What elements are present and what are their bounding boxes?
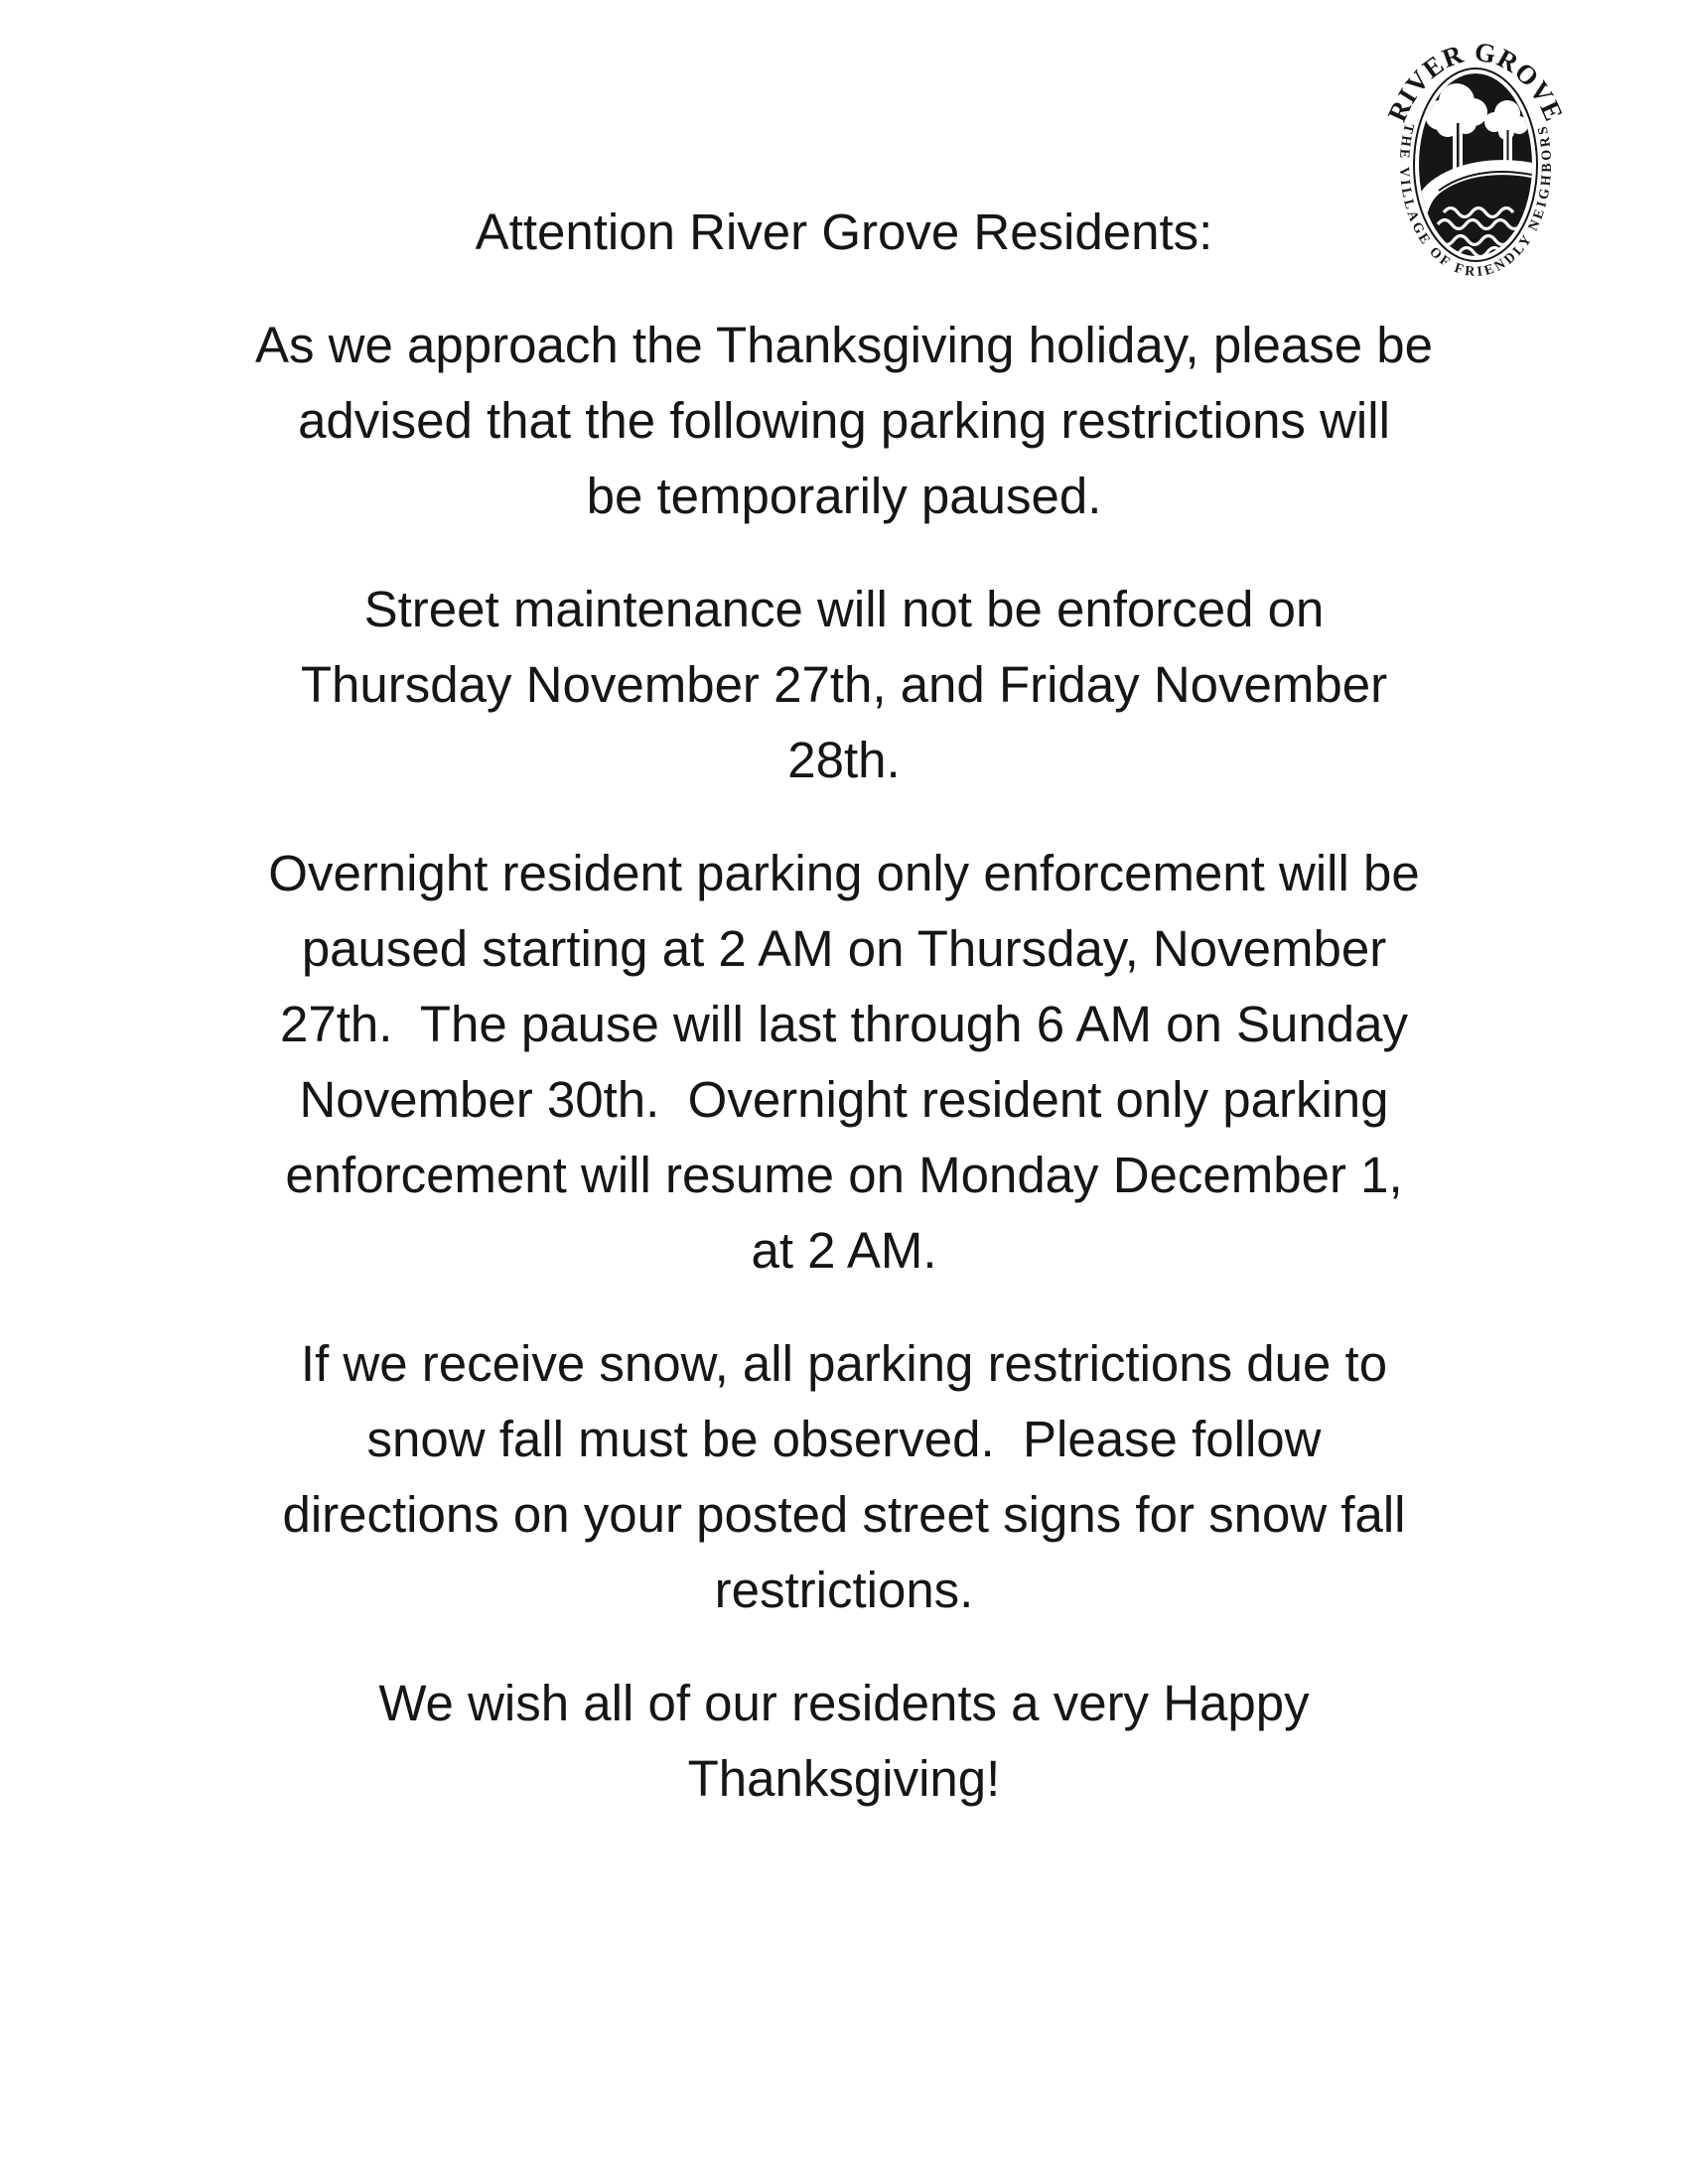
page-title: Attention River Grove Residents: bbox=[475, 204, 1213, 260]
text-line: directions on your posted street signs for snow fall bbox=[282, 1486, 1406, 1543]
text-line: be temporarily paused. bbox=[586, 468, 1102, 524]
paragraph-intro bbox=[99, 308, 1589, 534]
text-line: at 2 AM. bbox=[751, 1222, 937, 1279]
text-line: As we approach the Thanksgiving holiday, please be bbox=[254, 317, 1434, 373]
text-line: If we receive snow, all parking restrictions due to bbox=[300, 1335, 1388, 1392]
paragraph-street-maintenance bbox=[99, 572, 1589, 798]
text-line: 27th. The pause will last through 6 AM on Sunday bbox=[280, 996, 1408, 1052]
text-line: enforcement will resume on Monday December 1, bbox=[285, 1147, 1403, 1203]
text-line: advised that the following parking restrictions will bbox=[298, 392, 1390, 449]
text-line: Thanksgiving! bbox=[687, 1750, 1001, 1807]
text-line: paused starting at 2 AM on Thursday, November bbox=[301, 920, 1387, 977]
paragraph-closing bbox=[99, 1666, 1589, 1817]
text-line: snow fall must be observed. Please follow bbox=[366, 1411, 1322, 1467]
seal-top-text: RIVER GROVE bbox=[1381, 36, 1570, 126]
text-line: We wish all of our residents a very Happy bbox=[378, 1675, 1310, 1731]
text-line: restrictions. bbox=[714, 1562, 974, 1618]
seal-ring-text: THE VILLAGE OF FRIENDLY NEIGHBORS bbox=[1395, 121, 1556, 281]
text-line: 28th. bbox=[787, 732, 901, 788]
notice-body bbox=[99, 195, 1589, 1854]
text-line: November 30th. Overnight resident only parking bbox=[299, 1071, 1389, 1128]
text-line: Overnight resident parking only enforcement will be bbox=[268, 845, 1420, 901]
paragraph-snow-restrictions bbox=[99, 1326, 1589, 1628]
text-line: Thursday November 27th, and Friday November bbox=[300, 656, 1388, 713]
text-line: Street maintenance will not be enforced on bbox=[363, 581, 1325, 637]
paragraph-overnight-parking bbox=[99, 836, 1589, 1289]
